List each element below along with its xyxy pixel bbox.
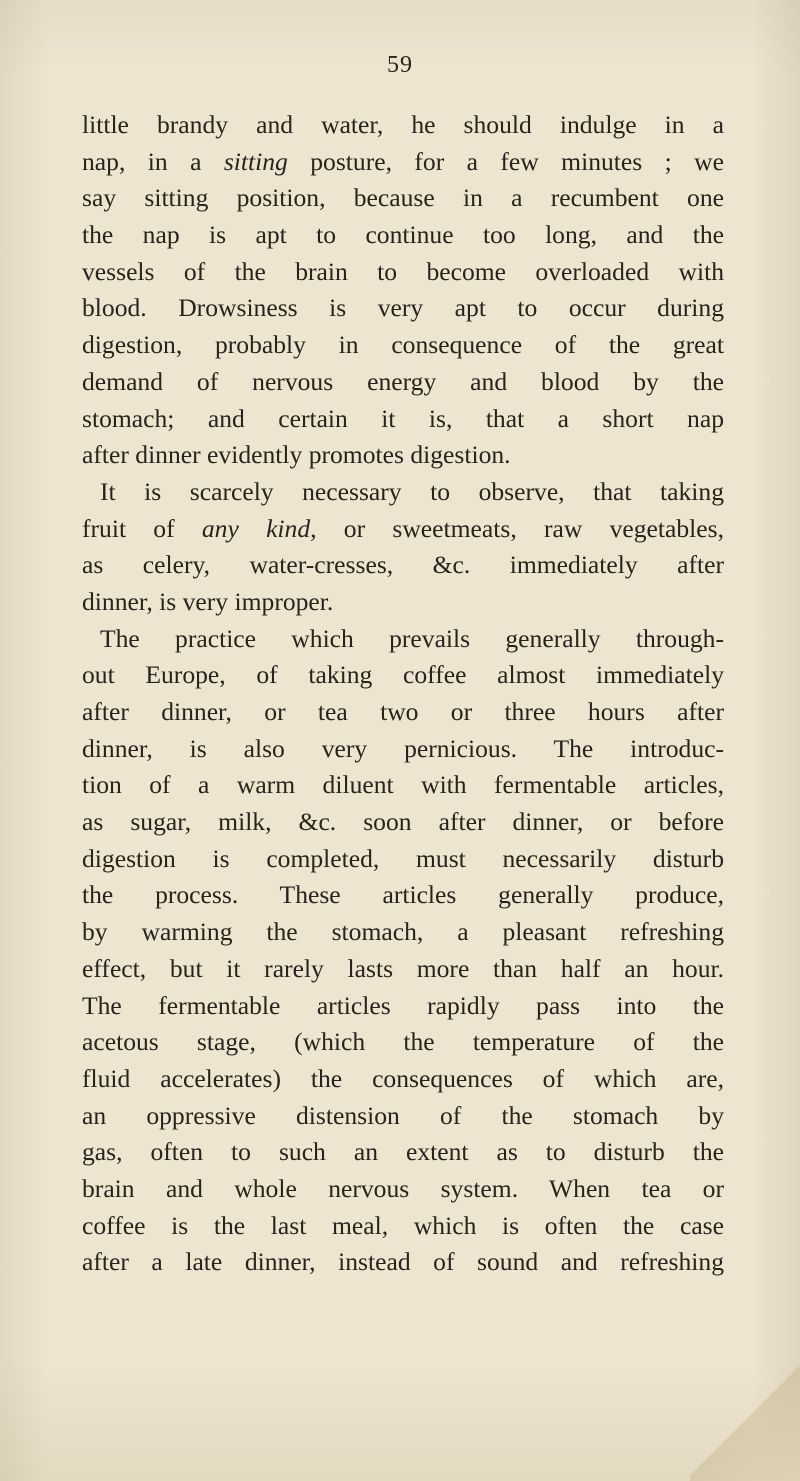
text-line: after dinner evidently promotes digestion. [82,440,511,470]
body-text [82,107,724,1281]
text-line: stomach; and certain it is, that a short nap [82,403,724,433]
text-line: dinner, is also very pernicious. The introduc- [82,733,724,763]
text-line: an oppressive distension of the stomach by [82,1100,724,1130]
text-line: vessels of the brain to become overloaded with [82,256,724,286]
text-line: out Europe, of taking coffee almost immediately [82,660,724,690]
text-line: as sugar, milk, &c. soon after dinner, or before [82,807,724,837]
text-line: the process. These articles generally produce, [82,880,724,910]
page-corner [690,1331,800,1481]
text-line: acetous stage, (which the temperature of the [82,1027,724,1057]
text-line: after dinner, or tea two or three hours after [82,697,724,726]
text-line: digestion is completed, must necessarily disturb [82,843,724,873]
emphasis: any kind, [201,513,317,543]
text-line: nap, in a sitting posture, for a few minutes ; we [82,146,724,176]
text-line: demand of nervous energy and blood by the [82,366,724,396]
text-line: The fermentable articles rapidly pass into the [82,990,724,1020]
text-line: dinner, is very improper. [82,586,334,616]
text-line: gas, often to such an extent as to disturb the [82,1137,724,1167]
page-number: 59 [387,52,413,78]
text-line: digestion, probably in consequence of the great [82,330,724,360]
paragraph-start: It is scarcely necessary to observe, that taking [100,476,724,506]
text-line: effect, but it rarely lasts more than half an hour. [82,953,724,983]
text-line: brain and whole nervous system. When tea or [82,1173,724,1203]
text-line: fruit of any kind, or sweetmeats, raw vegetables, [82,513,724,543]
text-line: tion of a warm diluent with fermentable articles, [82,770,724,800]
text-line: the nap is apt to continue too long, and the [82,220,724,250]
text-line: as celery, water-cresses, &c. immediately after [82,550,724,580]
text-line: coffee is the last meal, which is often the case [82,1210,724,1240]
text-line: little brandy and water, he should indulge in a [82,110,724,139]
text-line: by warming the stomach, a pleasant refreshing [82,917,724,947]
text-line: blood. Drowsiness is very apt to occur during [82,293,724,323]
text-line: say sitting position, because in a recumbent one [82,183,724,213]
emphasis: sitting [223,146,288,176]
text-line: fluid accelerates) the consequences of which are, [82,1063,724,1093]
text-line: after a late dinner, instead of sound and refreshing [82,1247,724,1277]
paragraph-start: The practice which prevails generally through- [100,623,724,653]
